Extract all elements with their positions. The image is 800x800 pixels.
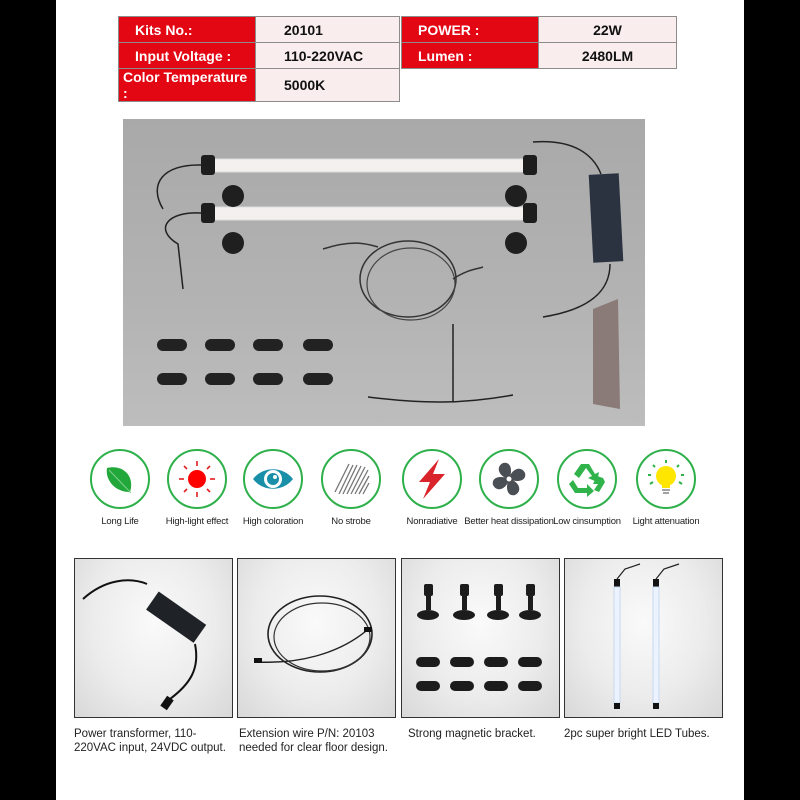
spec-label: Input Voltage :: [119, 43, 256, 69]
feature-low-consumption: [542, 449, 632, 527]
fan-icon: [479, 449, 539, 509]
feature-label: No strobe: [331, 516, 371, 527]
bracket-illustration: [402, 559, 559, 717]
extension-wire-illustration: [238, 559, 395, 717]
main-product-photo: [123, 119, 645, 426]
spec-label: POWER :: [402, 17, 539, 43]
panel-caption: 2pc super bright LED Tubes.: [564, 728, 710, 740]
panel-caption: Power transformer, 110-220VAC input, 24VDC output.: [74, 728, 226, 754]
bulb-icon: [636, 449, 696, 509]
spec-label: Kits No.:: [119, 17, 256, 43]
feature-no-strobe: [306, 449, 396, 527]
panel-extension-wire: [237, 558, 396, 718]
panel-led-tubes: [564, 558, 723, 718]
spec-value: 22W: [539, 17, 677, 43]
eye-icon: [243, 449, 303, 509]
kit-contents-illustration: [123, 119, 645, 426]
feature-label: Long Life: [101, 516, 139, 527]
feature-label: Nonradiative: [406, 516, 458, 527]
feature-label: High coloration: [242, 516, 304, 527]
spec-row-power: [402, 17, 677, 43]
spec-row-lumen: [402, 43, 677, 69]
feature-light-attenuation: [621, 449, 711, 527]
lightning-icon: [402, 449, 462, 509]
feature-label: Light attenuation: [632, 516, 700, 527]
spec-label: Lumen :: [402, 43, 539, 69]
feature-label: Better heat dissipation: [464, 516, 554, 527]
feature-label: High-light effect: [165, 516, 229, 527]
led-tubes-illustration: [565, 559, 722, 717]
panel-power-transformer: [74, 558, 233, 718]
spec-row-kits: [119, 17, 400, 43]
spec-table-left: [118, 16, 400, 102]
spec-row-voltage: [119, 43, 400, 69]
panel-caption: Strong magnetic bracket.: [408, 728, 536, 740]
feature-high-coloration: [228, 449, 318, 527]
spec-value: 20101: [256, 17, 400, 43]
panel-caption: Extension wire P/N: 20103 needed for clear floor design.: [239, 728, 388, 754]
spec-table-right: [401, 16, 677, 69]
spec-value: 110-220VAC: [256, 43, 400, 69]
recycle-icon: [557, 449, 617, 509]
feature-label: Low cinsumption: [553, 516, 621, 527]
feature-heat-dissipation: [464, 449, 554, 527]
spec-row-color-temp: [119, 69, 400, 102]
spec-value: 2480LM: [539, 43, 677, 69]
transformer-illustration: [75, 559, 232, 717]
leaf-icon: [90, 449, 150, 509]
sun-icon: [167, 449, 227, 509]
spec-value: 5000K: [256, 69, 400, 102]
panel-magnetic-bracket: [401, 558, 560, 718]
hatch-icon: [321, 449, 381, 509]
product-sheet: [56, 0, 744, 800]
spec-label: Color Temperature :: [119, 69, 256, 102]
